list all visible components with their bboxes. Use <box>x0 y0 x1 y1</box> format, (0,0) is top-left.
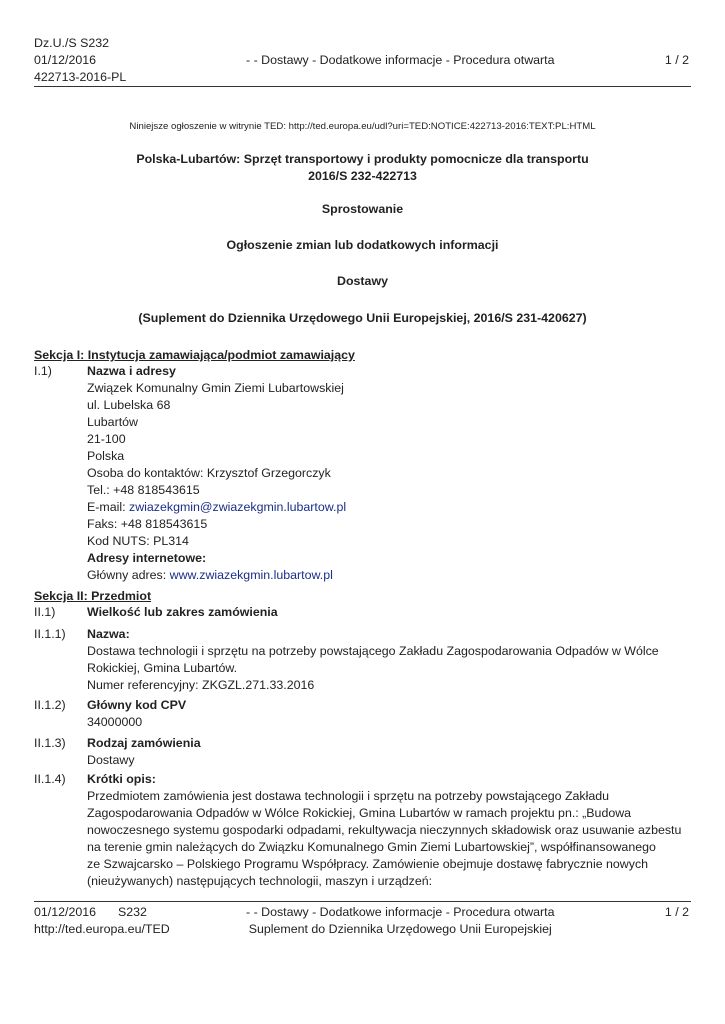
description-line: (nieużywanych) następujących technologii, maszyn i urządzeń: <box>87 874 433 888</box>
item-ii1-number: II.1) <box>34 605 56 619</box>
internet-addresses-label: Adresy internetowe: <box>87 551 207 565</box>
contact-fax: Faks: +48 818543615 <box>87 517 208 531</box>
item-i1 <box>34 363 694 584</box>
description-line: na terenie gmin należących do Związku Komunalnego Gmin Ziemi Lubartowskiej”, współfinansowanego <box>87 840 656 854</box>
header-title: - - Dostawy - Dodatkowe informacje - Procedura otwarta <box>246 53 555 67</box>
org-name: Związek Komunalny Gmin Ziemi Lubartowskiej <box>87 381 344 395</box>
footer-title: - - Dostawy - Dodatkowe informacje - Procedura otwarta <box>246 905 555 919</box>
item-ii13 <box>34 735 694 769</box>
section-1-title: Sekcja I: Instytucja zamawiająca/podmiot zamawiający <box>34 348 355 362</box>
main-address-label: Główny adres: <box>87 568 170 582</box>
contact-tel: Tel.: +48 818543615 <box>87 483 200 497</box>
item-ii14-number: II.1.4) <box>34 772 66 786</box>
item-ii11 <box>34 626 694 694</box>
footer-divider <box>34 901 691 902</box>
reference-number: Numer referencyjny: ZKGZL.271.33.2016 <box>87 678 315 692</box>
footer-supplement: Suplement do Dziennika Urzędowego Unii Europejskiej <box>248 922 552 936</box>
headline <box>0 151 725 185</box>
cpv-code: 34000000 <box>87 715 143 729</box>
item-ii14 <box>34 771 694 890</box>
header-meta <box>34 35 126 86</box>
section-2-title: Sekcja II: Przedmiot <box>34 589 152 603</box>
main-address-link[interactable]: www.zwiazekgmin.lubartow.pl <box>169 568 333 582</box>
contract-name-line-2: Rokickiej, Gmina Lubartów. <box>87 661 238 675</box>
description-line: Zagospodarowania Odpadów w Wólce Rokickiej, Gmina Lubartów w ramach projektu pn.: „Budowa <box>87 806 632 820</box>
header-journal: Dz.U./S S232 <box>34 36 110 50</box>
description-line: Przedmiotem zamówienia jest dostawa technologii i sprzętu na potrzeby powstającego Zakładu <box>87 789 610 803</box>
headline-number: 2016/S 232-422713 <box>308 169 417 183</box>
email-label: E-mail: <box>87 500 129 514</box>
contract-name-line-1: Dostawa technologii i sprzętu na potrzeby powstającego Zakładu Zagospodarowania Odpadów w Wólce <box>87 644 659 658</box>
supplement-reference: (Suplement do Dziennika Urzędowego Unii Europejskiej, 2016/S 231-420627) <box>138 311 587 325</box>
item-ii14-label: Krótki opis: <box>87 772 156 786</box>
item-i1-label: Nazwa i adresy <box>87 364 176 378</box>
header-page-number: 1 / 2 <box>664 53 689 67</box>
item-ii1-label: Wielkość lub zakres zamówienia <box>87 605 278 619</box>
email-link[interactable]: zwiazekgmin@zwiazekgmin.lubartow.pl <box>129 500 347 514</box>
contact-email-row <box>87 499 694 516</box>
footer-meta <box>34 904 170 938</box>
item-ii1 <box>34 604 694 621</box>
description-line: nowoczesnego systemu gospodarki odpadami, rekultywacja nieczynnych składowisk oraz usuwanie azbestu <box>87 823 682 837</box>
org-country: Polska <box>87 449 125 463</box>
contact-person: Osoba do kontaktów: Krzysztof Grzegorczyk <box>87 466 331 480</box>
item-ii12-number: II.1.2) <box>34 698 66 712</box>
notice-url: Niniejsze ogłoszenie w witrynie TED: http://ted.europa.eu/udl?uri=TED:NOTICE:422713-2016:TEXT:PL:HTML <box>129 121 596 132</box>
description-line: ze Szwajcarsko – Polskiego Programu Współpracy. Zamówienie obejmuje dostawę fabrycznie nowych <box>87 857 649 871</box>
item-ii13-number: II.1.3) <box>34 736 66 750</box>
header-date: 01/12/2016 <box>34 53 97 67</box>
item-ii11-number: II.1.1) <box>34 627 66 641</box>
item-ii13-label: Rodzaj zamówienia <box>87 736 201 750</box>
header-divider <box>34 86 691 87</box>
headline-title: Polska-Lubartów: Sprzęt transportowy i produkty pomocnicze dla transportu <box>136 152 589 166</box>
footer-page-number: 1 / 2 <box>664 905 689 919</box>
footer-date: 01/12/2016 <box>34 905 97 919</box>
main-address-row <box>87 567 694 584</box>
item-ii11-label: Nazwa: <box>87 627 130 641</box>
contract-kind: Dostawy <box>87 753 135 767</box>
org-city: Lubartów <box>87 415 138 429</box>
header-notice-id: 422713-2016-PL <box>34 70 127 84</box>
footer-site: http://ted.europa.eu/TED <box>34 922 170 936</box>
org-postcode: 21-100 <box>87 432 126 446</box>
notice-subkind: Ogłoszenie zmian lub dodatkowych informacji <box>226 238 499 252</box>
item-ii12 <box>34 697 694 731</box>
nuts-code: Kod NUTS: PL314 <box>87 534 189 548</box>
contract-type: Dostawy <box>337 274 388 288</box>
item-i1-number: I.1) <box>34 364 52 378</box>
footer-issue: S232 <box>118 905 147 919</box>
item-ii12-label: Główny kod CPV <box>87 698 187 712</box>
org-street: ul. Lubelska 68 <box>87 398 171 412</box>
notice-kind: Sprostowanie <box>321 202 404 216</box>
footer-center <box>246 904 555 938</box>
